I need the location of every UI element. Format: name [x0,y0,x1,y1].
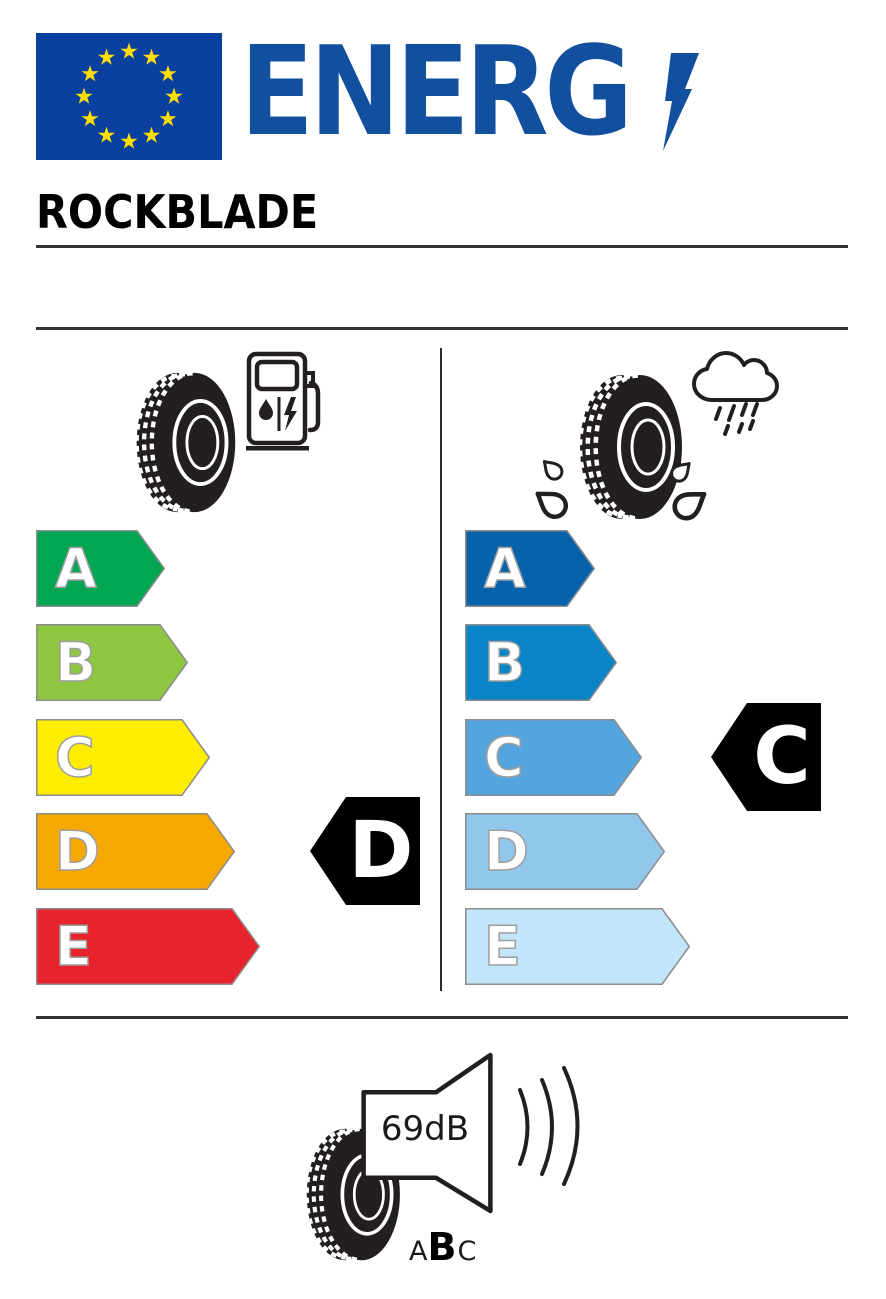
noise-class-scale [409,1225,477,1269]
horizontal-rule [36,245,848,248]
wet-class-row-d [465,813,665,890]
fuel-class-label: C [55,725,95,789]
fuel-class-row-a [36,530,165,607]
wet-class-label: B [484,630,526,694]
wet-grip-rating-pointer [711,701,823,813]
tire-icon [130,370,238,515]
brand-name: ROCKBLADE [36,185,319,239]
wet-class-row-a [465,530,595,607]
energ-logo-text: ENERG [240,21,629,164]
horizontal-rule [36,327,848,330]
noise-class-c: C [457,1236,477,1267]
fuel-class-row-d [36,813,235,890]
wet-class-label: C [484,725,524,789]
noise-class-a: A [409,1236,428,1267]
sound-waves-icon [512,1062,587,1192]
noise-class-b-selected: B [427,1225,458,1269]
fuel-class-row-c [36,719,210,796]
fuel-pump-icon [246,351,326,457]
wet-class-label: A [484,536,526,600]
wet-class-label: D [484,819,529,883]
horizontal-rule [36,1016,848,1019]
noise-decibel-value: 69dB [380,1109,470,1149]
lightning-bolt-icon [663,53,699,151]
wet-class-row-b [465,624,617,701]
wet-grip-rating-value: C [753,712,811,802]
fuel-class-label: A [55,536,97,600]
eu-flag-icon [36,33,222,160]
water-splash-icon [534,455,714,530]
fuel-class-label: B [55,630,97,694]
fuel-rating-pointer [310,795,422,907]
fuel-class-row-b [36,624,188,701]
fuel-class-label: D [55,819,100,883]
rain-cloud-icon [682,348,782,443]
fuel-class-label: E [55,914,92,978]
wet-class-label: E [484,914,521,978]
wet-class-row-c [465,719,642,796]
fuel-rating-value: D [348,806,414,896]
fuel-class-row-e [36,908,260,985]
wet-class-row-e [465,908,690,985]
column-divider [440,348,442,991]
